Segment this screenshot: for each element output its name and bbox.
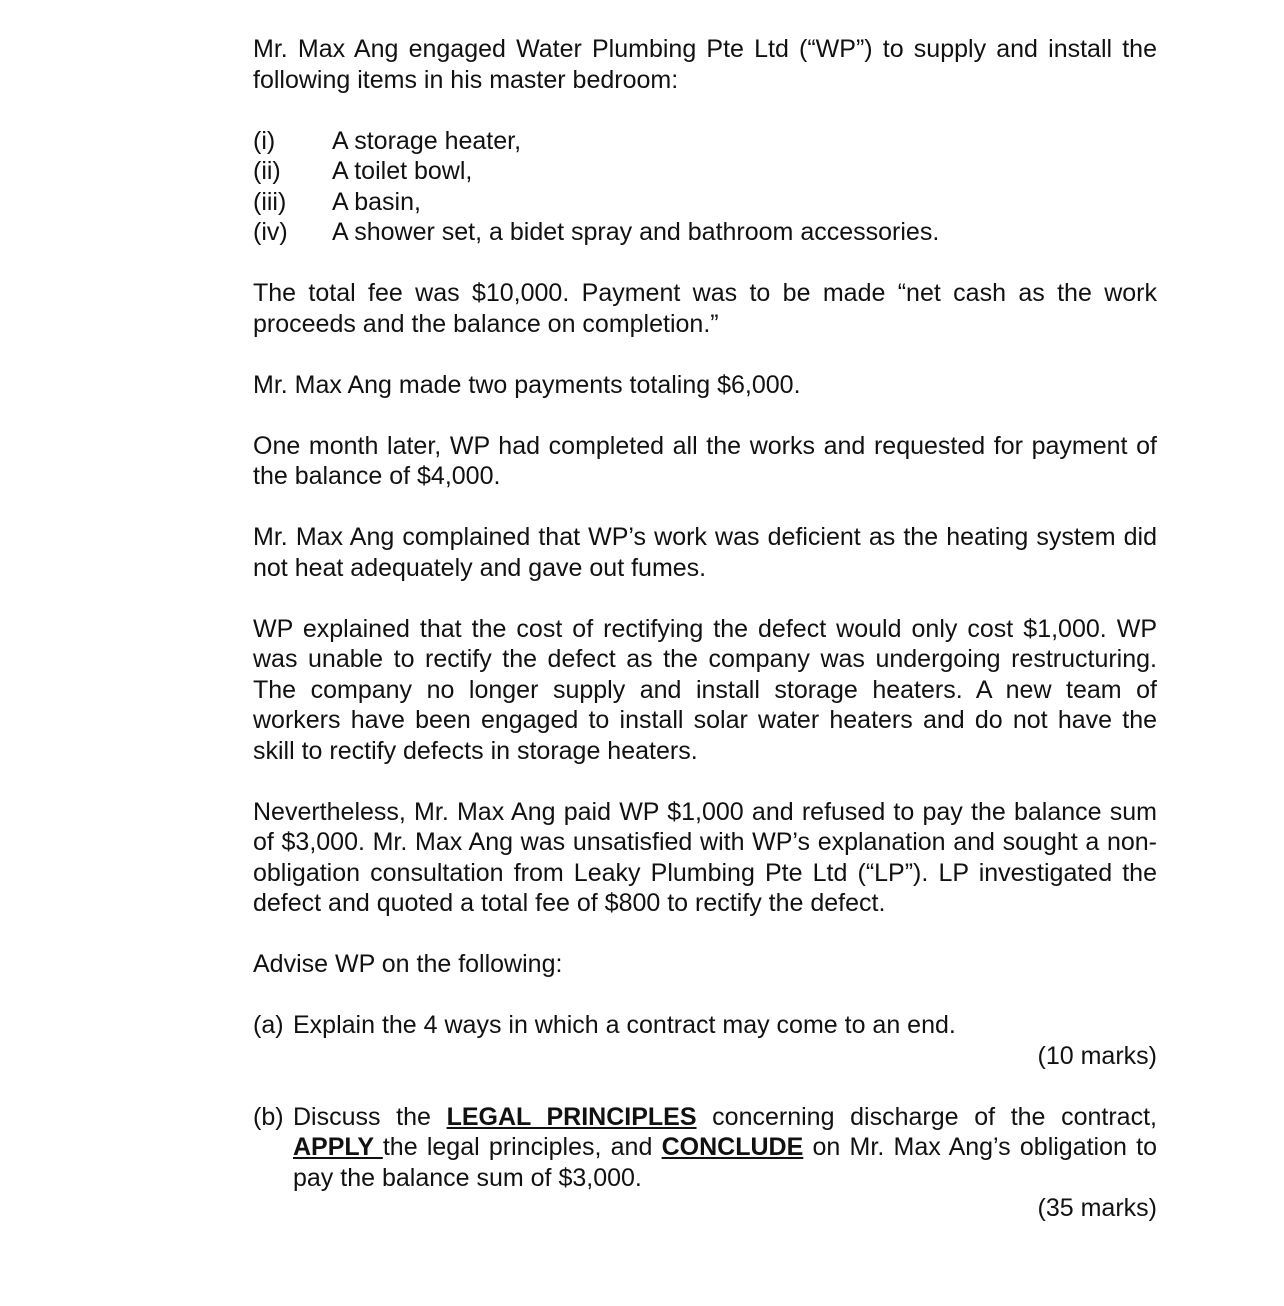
item-text: A storage heater, (332, 126, 522, 155)
question-b-part1: Discuss the (293, 1102, 431, 1131)
question-b-part2: concerning discharge of the contract, (696, 1102, 1157, 1131)
question-a-marks: (10 marks) (1037, 1041, 1157, 1070)
nevertheless-paragraph: Nevertheless, Mr. Max Ang paid WP $1,000 and refused to pay the balance sum of $3,000. Mr. Max Ang was unsatisfied with WP’s explanation and sought a non-obligation consultation from Leaky Plumbing Pte Ltd (“LP”). LP investigated the defect and quoted a total fee of $800 to rectify the defect. (253, 797, 1157, 917)
fee-paragraph: The total fee was $10,000. Payment was to be made “net cash as the work proceeds and the balance on completion.” (253, 279, 1157, 338)
item-text: A toilet bowl, (332, 157, 473, 185)
conclude-emphasis: CONCLUDE (661, 1133, 804, 1161)
completion-paragraph: One month later, WP had completed all the works and requested for payment of the balance of $4,000. (253, 431, 1157, 490)
question-b-part3: the legal principles, and (382, 1133, 653, 1161)
list-item (253, 187, 1157, 218)
item-number: (ii) (253, 157, 281, 185)
list-item (253, 156, 1157, 187)
item-text: A shower set, a bidet spray and bathroom accessories. (332, 218, 940, 246)
legal-principles-emphasis: LEGAL PRINCIPLES (446, 1102, 697, 1131)
item-number: (i) (253, 126, 276, 155)
item-text: A basin, (332, 187, 421, 216)
question-a-label: (a) (253, 1011, 284, 1039)
question-a-text: Explain the 4 ways in which a contract may come to an end. (293, 1011, 956, 1039)
list-item (253, 126, 1157, 157)
item-number: (iv) (253, 218, 288, 246)
question-a (253, 1010, 1157, 1041)
question-b-text (293, 1102, 1157, 1194)
payments-paragraph: Mr. Max Ang made two payments totaling $6,000. (253, 370, 801, 399)
question-b (253, 1102, 1157, 1194)
complaint-paragraph: Mr. Max Ang complained that WP’s work was deficient as the heating system did not heat adequately and gave out fumes. (253, 523, 1157, 582)
intro-paragraph: Mr. Max Ang engaged Water Plumbing Pte Ltd (“WP”) to supply and install the following items in his master bedroom: (253, 35, 1157, 94)
list-item (253, 217, 1157, 248)
apply-emphasis: APPLY (293, 1133, 383, 1161)
advise-paragraph: Advise WP on the following: (253, 950, 563, 978)
document-body (253, 34, 1157, 1254)
items-list (253, 126, 1157, 248)
item-number: (iii) (253, 187, 287, 216)
question-b-marks: (35 marks) (1037, 1194, 1157, 1222)
question-b-label: (b) (253, 1102, 284, 1131)
question-b-part4: on Mr. Max Ang’s obligation to pay the balance sum of $3,000. (293, 1133, 1158, 1192)
explanation-paragraph: WP explained that the cost of rectifying the defect would only cost $1,000. WP was unable to rectify the defect as the company was undergoing restructuring. The company no longer supply and install storage heaters. A new team of workers have been engaged to install solar water heaters and do not have the skill to rectify defects in storage heaters. (253, 614, 1157, 765)
